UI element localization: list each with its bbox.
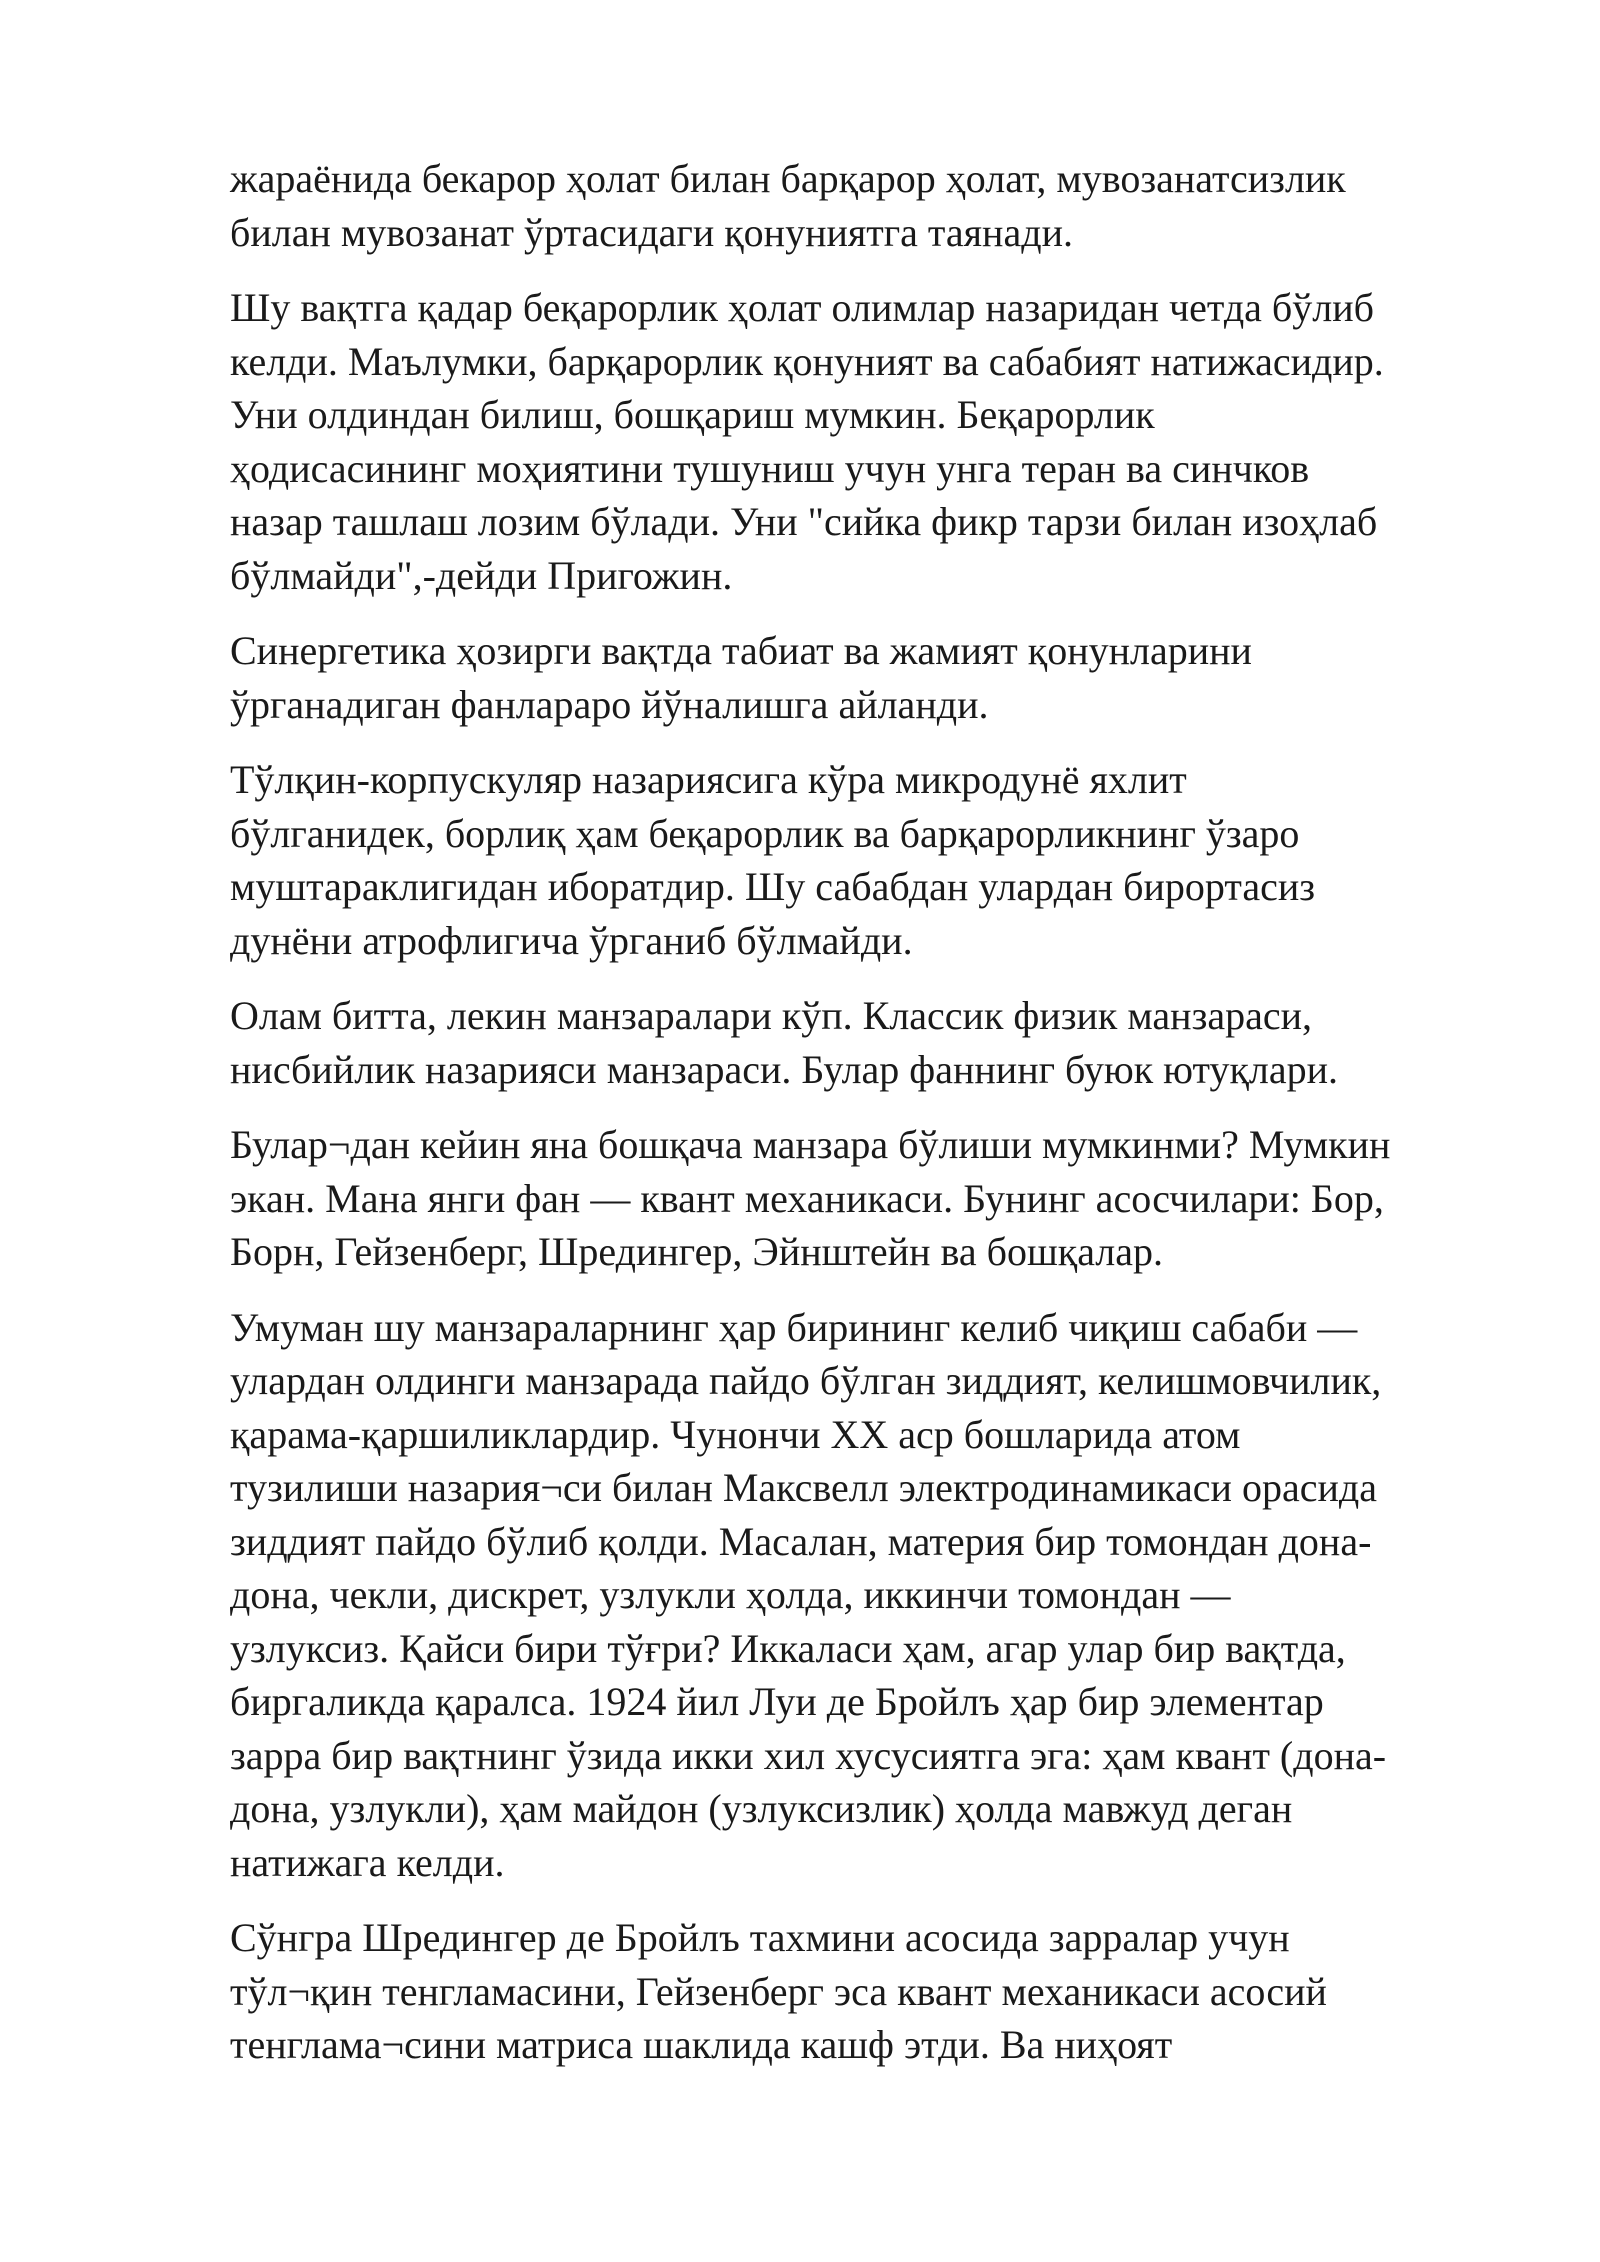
text-line: тузилиши назария¬си билан Максвелл электродинамикаси орасида: [230, 1465, 1377, 1510]
text-line: Булар¬дан кейин яна бошқача манзара бўлиши мумкинми? Мумкин: [230, 1122, 1391, 1167]
document-body: [230, 152, 1520, 2094]
text-line: Тўлқин-корпускуляр назариясига кўра микродунё яхлит: [230, 757, 1187, 802]
text-line: бўлганидек, борлиқ ҳам беқарорлик ва барқарорликнинг ўзаро: [230, 810, 1300, 856]
text-line: бўлмайди",-дейди Пригожин.: [230, 552, 733, 598]
text-line: узлуксиз. Қайси бири тўғри? Иккаласи ҳам, агар улар бир вақтда,: [230, 1625, 1346, 1671]
text-line: Шу вақтга қадар беқарорлик ҳолат олимлар назаридан четда бўлиб: [230, 285, 1375, 330]
text-line: Уни олдиндан билиш, бошқариш мумкин. Беқарорлик: [230, 392, 1155, 437]
text-line: жараёнида бекарор ҳолат билан барқарор ҳолат, мувозанатсизлик: [230, 156, 1346, 201]
text-line: биргаликда қаралса. 1924 йил Луи де Бройлъ ҳар бир элементар: [230, 1679, 1324, 1724]
text-line: Сўнгра Шредингер де Бройлъ тахмини асосида зарралар учун: [230, 1915, 1290, 1960]
paragraph: [230, 1118, 1520, 1279]
text-line: Умуман шу манзараларнинг ҳар бирининг келиб чиқиш сабаби —: [230, 1304, 1358, 1350]
text-line: Борн, Гейзенберг, Шредингер, Эйнштейн ва бошқалар.: [230, 1229, 1164, 1274]
text-line: зарра бир вақтнинг ўзида икки хил хусусиятга эга: ҳам квант (дона-: [230, 1732, 1387, 1778]
text-line: қарама-қаршиликлардир. Чунончи XX аср бошларида атом: [230, 1411, 1241, 1457]
text-line: ўрганадиган фанлараро йўналишга айланди.: [230, 681, 989, 727]
text-line: муштараклигидан иборатдир. Шу сабабдан улардан бирортасиз: [230, 864, 1316, 909]
text-line: Олам битта, лекин манзаралари кўп. Классик физик манзараси,: [230, 993, 1313, 1038]
text-line: тўл¬қин тенгламасини, Гейзенберг эса квант механикаси асосий: [230, 1968, 1327, 2014]
text-line: дунёни атрофлигича ўрганиб бўлмайди.: [230, 917, 913, 963]
text-line: дона, узлукли), ҳам майдон (узлуксизлик) ҳолда мавжуд деган: [230, 1786, 1293, 1831]
text-line: нисбийлик назарияси манзараси. Булар фаннинг буюк ютуқлари.: [230, 1046, 1339, 1092]
text-line: экан. Мана янги фан — квант механикаси. Бунинг асосчилари: Бор,: [230, 1175, 1384, 1221]
text-line: ҳодисасининг моҳиятини тушуниш учун унга теран ва синчков: [230, 445, 1310, 491]
text-line: Синергетика ҳозирги вақтда табиат ва жамият қонунларини: [230, 628, 1252, 673]
text-line: тенглама¬сини матриса шаклида кашф этди. Ва ниҳоят: [230, 2022, 1173, 2067]
text-line: дона, чекли, дискрет, узлукли ҳолда, иккинчи томондан —: [230, 1572, 1231, 1617]
text-line: билан мувозанат ўртасидаги қонуниятга таянади.: [230, 209, 1073, 255]
paragraph: [230, 1911, 1520, 2072]
text-line: назар ташлаш лозим бўлади. Уни "сийка фикр тарзи билан изоҳлаб: [230, 499, 1378, 544]
text-line: зиддият пайдо бўлиб қолди. Масалан, материя бир томондан дона-: [230, 1518, 1372, 1564]
paragraph: [230, 152, 1520, 259]
paragraph: [230, 624, 1520, 731]
paragraph: [230, 1301, 1520, 1890]
text-line: улардан олдинги манзарада пайдо бўлган зиддият, келишмовчилик,: [230, 1358, 1382, 1403]
paragraph: [230, 753, 1520, 967]
paragraph: [230, 281, 1520, 602]
paragraph: [230, 989, 1520, 1096]
text-line: келди. Маълумки, барқарорлик қонуният ва сабабият натижасидир.: [230, 338, 1384, 384]
text-line: натижага келди.: [230, 1839, 505, 1885]
